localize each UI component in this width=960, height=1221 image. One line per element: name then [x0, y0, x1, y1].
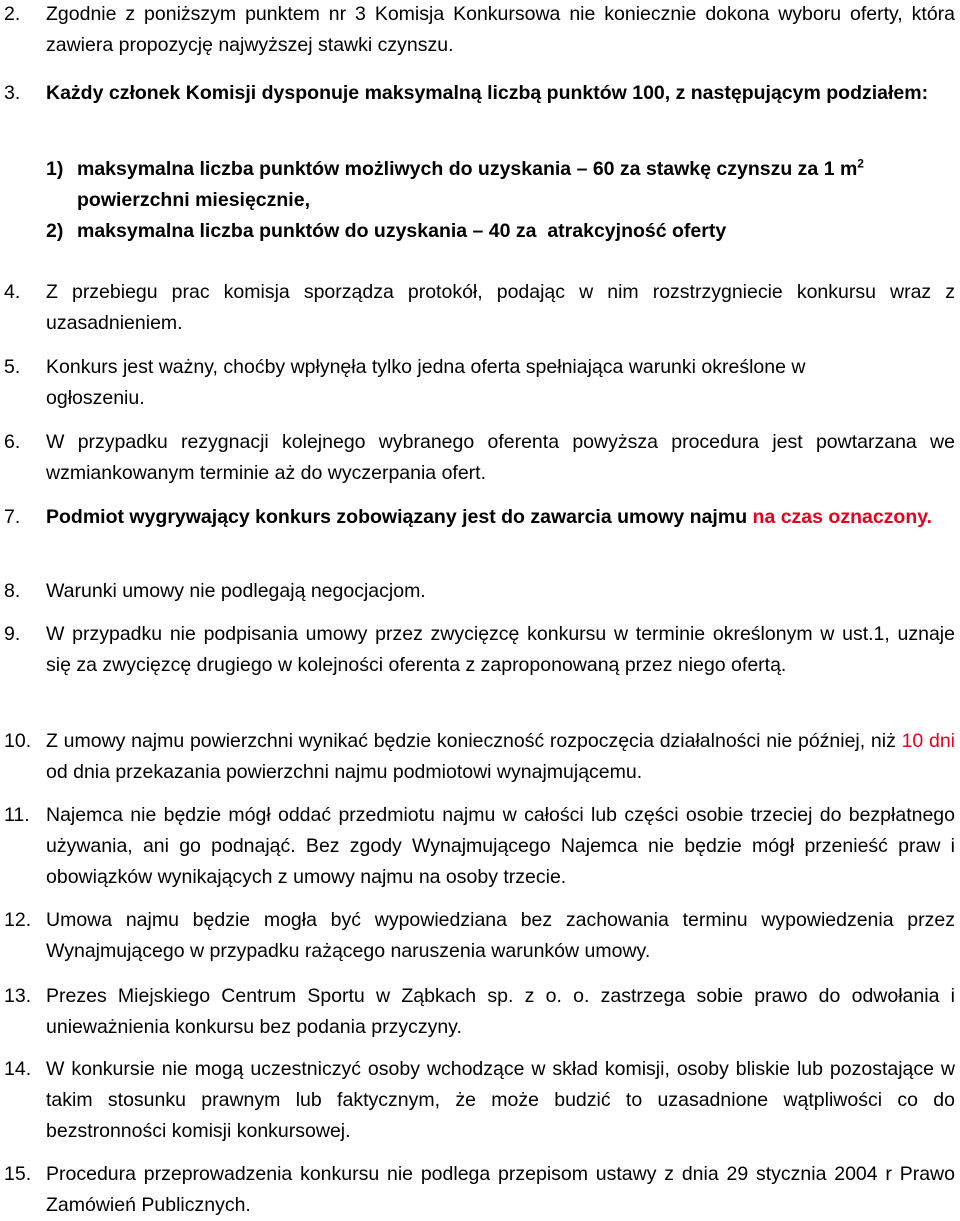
sub-item-text-a: maksymalna liczba punktów możliwych do uzyskania – 60 za stawkę czynszu za 1 m	[77, 158, 858, 180]
item-text: Każdy członek Komisji dysponuje maksymalną liczbą punktów 100, z następującym podziałem:	[46, 82, 929, 104]
item-text: Prezes Miejskiego Centrum Sportu w Ząbkach sp. z o. o. zastrzega sobie prawo do odwołania i unieważnienia konkursu bez podania przyczyny.	[46, 985, 955, 1038]
sub-item-2	[46, 216, 955, 247]
item-number: 15.	[4, 1163, 32, 1185]
item-text: W przypadku nie podpisania umowy przez zwycięzcę konkursu w terminie określonym w ust.1, uznaje się za zwycięzcę drugiego w kolejności oferenta z zaproponowaną przez niego ofertą.	[46, 623, 955, 676]
sub-item-1	[46, 154, 955, 216]
sub-item-text-b: powierzchni miesięcznie,	[77, 189, 310, 211]
list-item-8	[0, 576, 955, 607]
list-item-2	[0, 0, 955, 61]
item-number: 7.	[4, 506, 21, 528]
item-number: 6.	[4, 431, 21, 453]
item-number: 13.	[4, 985, 32, 1007]
sub-item-text: maksymalna liczba punktów do uzyskania – 40 za atrakcyjność oferty	[77, 220, 727, 242]
sub-item-text	[77, 154, 955, 216]
item-text: Z przebiegu prac komisja sporządza protokół, podając w nim rozstrzygniecie konkursu wraz z uzasadnieniem.	[46, 281, 955, 334]
item-text: W konkursie nie mogą uczestniczyć osoby wchodzące w skład komisji, osoby bliskie lub pozostające w takim stosunku prawnym lub faktycznym, że może budzić to uzasadnione wątpliwości co do bezstronności komisji konkursowej.	[46, 1058, 955, 1142]
item-number: 12.	[4, 909, 32, 931]
item-number: 5.	[4, 356, 21, 378]
superscript: 2	[857, 156, 864, 171]
list-item-6	[0, 427, 955, 489]
list-item-14	[0, 1054, 955, 1147]
item-number: 14.	[4, 1058, 32, 1080]
list-item-15	[0, 1159, 955, 1221]
item-number: 2.	[4, 3, 21, 25]
item-text: Konkurs jest ważny, choćby wpłynęła tylko jedna oferta spełniająca warunki określone w ogłoszeniu.	[46, 356, 806, 409]
item-number: 10.	[4, 730, 32, 752]
item-text: W przypadku rezygnacji kolejnego wybranego oferenta powyższa procedura jest powtarzana we wzmiankowanym terminie aż do wyczerpania ofert.	[46, 431, 955, 484]
sub-item-number: 2)	[46, 220, 64, 242]
item-number: 11.	[4, 804, 30, 826]
sub-item-number: 1)	[46, 158, 64, 180]
item-number: 4.	[4, 281, 21, 303]
list-item-7	[0, 502, 955, 533]
item-text	[46, 726, 955, 788]
item-text	[46, 502, 955, 533]
item-text: Zgodnie z poniższym punktem nr 3 Komisja Konkursowa nie koniecznie dokona wyboru oferty, która zawiera propozycję najwyższej stawki czynszu.	[46, 3, 955, 56]
item-text: Umowa najmu będzie mogła być wypowiedziana bez zachowania terminu wypowiedzenia przez Wynajmującego w przypadku rażącego naruszenia warunków umowy.	[46, 909, 955, 962]
list-item-10	[0, 726, 955, 788]
item-number: 9.	[4, 623, 21, 645]
item-number: 8.	[4, 580, 21, 602]
list-item-5	[0, 352, 955, 414]
item-text-red: 10 dni	[901, 730, 955, 752]
list-item-9	[0, 619, 955, 681]
item-text: Najemca nie będzie mógł oddać przedmiotu najmu w całości lub części osobie trzeciej do bezpłatnego używania, ani go podnająć. Bez zgody Wynajmującego Najemca nie będzie mógł przenieść praw i obowiązków wynikających z umowy najmu na osoby trzecie.	[46, 804, 955, 888]
item-text-a: Z umowy najmu powierzchni wynikać będzie konieczność rozpoczęcia działalności nie później, niż	[46, 730, 902, 752]
item-text: Warunki umowy nie podlegają negocjacjom.	[46, 580, 426, 602]
item-text-b: od dnia przekazania powierzchni najmu podmiotowi wynajmującemu.	[46, 761, 643, 783]
item-number: 3.	[4, 82, 21, 104]
list-item-13	[0, 981, 955, 1043]
list-item-12	[0, 905, 955, 967]
item-text: Procedura przeprowadzenia konkursu nie podlega przepisom ustawy z dnia 29 stycznia 2004 r Prawo Zamówień Publicznych.	[46, 1163, 955, 1216]
list-item-11	[0, 800, 955, 893]
list-item-4	[0, 277, 955, 339]
list-item-3	[0, 78, 955, 109]
item-text-red: na czas oznaczony.	[752, 506, 933, 528]
item-text-a: Podmiot wygrywający konkurs zobowiązany jest do zawarcia umowy najmu	[46, 506, 753, 528]
